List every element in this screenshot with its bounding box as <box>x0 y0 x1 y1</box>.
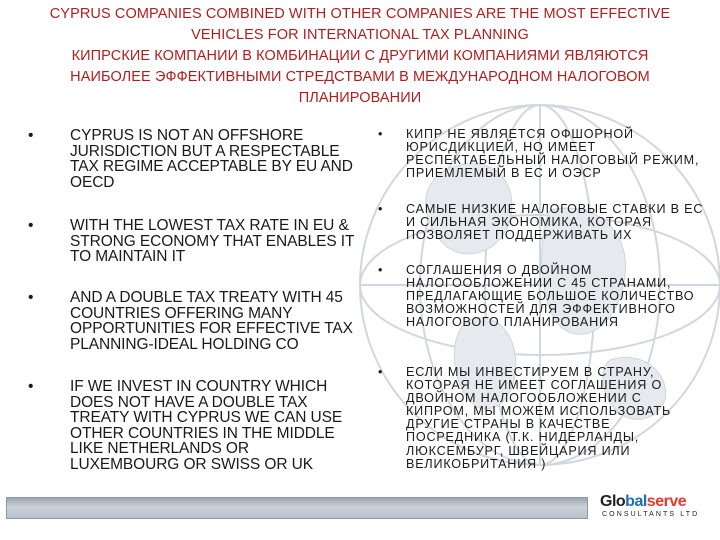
list-item-text: САМЫЕ НИЗКИЕ НАЛОГОВЫЕ СТАВКИ В ЕС И СИЛЬНАЯ ЭКОНОМИКА, КОТОРАЯ ПОЗВОЛЯЕТ ПОДДЕРЖИВАТЬ ИХ <box>406 202 704 243</box>
bullet-icon: • <box>28 127 34 144</box>
list-item <box>378 128 708 180</box>
logo-prefix: Glo <box>600 493 626 510</box>
globalserve-logo <box>600 493 710 523</box>
logo-highlight: bal <box>625 493 647 510</box>
bullet-icon: • <box>28 289 34 306</box>
list-item <box>378 366 708 471</box>
title-line: НАИБОЛЕЕ ЭФФЕКТИВНЫМИ СТРЕДСТВАМИ В МЕЖДУНАРОДНОМ НАЛОГОВОМ <box>70 69 650 85</box>
bullet-icon: • <box>378 263 384 277</box>
bullet-icon: • <box>28 378 34 395</box>
list-item-text: AND A DOUBLE TAX TREATY WITH 45 COUNTRIES OFFERING MANY OPPORTUNITIES FOR EFFECTIVE TAX PLANNING-IDEAL HOLDING CO <box>70 289 353 353</box>
bullet-icon: • <box>28 217 34 234</box>
list-item <box>378 203 708 242</box>
list-item-text: CYPRUS IS NOT AN OFFSHORE JURISDICTION BUT A RESPECTABLE TAX REGIME ACCEPTABLE BY EU AND OECD <box>70 127 353 191</box>
page-title <box>20 4 700 109</box>
list-item <box>28 218 358 265</box>
list-item-text: КИПР НЕ ЯВЛЯЕТСЯ ОФШОРНОЙ ЮРИСДИКЦИЕЙ, НО ИМЕЕТ РЕСПЕКТАБЕЛЬНЫЙ НАЛОГОВЫЙ РЕЖИМ, ПРИЕМЛЕМЫЙ В ЕС И ОЭСР <box>406 127 700 181</box>
logo-tagline: CONSULTANTS LTD <box>602 511 700 518</box>
title-line: КИПРСКИЕ КОМПАНИИ В КОМБИНАЦИИ С ДРУГИМИ КОМПАНИЯМИ ЯВЛЯЮТСЯ <box>71 48 649 64</box>
bullet-icon: • <box>378 127 384 141</box>
list-item <box>28 379 358 472</box>
list-item <box>378 264 708 329</box>
bullet-icon: • <box>378 202 384 216</box>
footer-bar <box>6 497 588 519</box>
title-line: CYPRUS COMPANIES COMBINED WITH OTHER COMPANIES ARE THE MOST EFFECTIVE <box>49 6 671 22</box>
list-item-text: СОГЛАШЕНИЯ О ДВОЙНОМ НАЛОГООБЛОЖЕНИИ С 45 СТРАНАМИ, ПРЕДЛАГАЮЩИЕ БОЛЬШОЕ КОЛИЧЕСТВО ВОЗМОЖНОСТЕЙ ДЛЯ ЭФФЕКТИВНОГО НАЛОГОВОГО ПЛАНИРОВАНИЯ <box>406 263 695 330</box>
bullet-icon: • <box>378 365 384 379</box>
list-item <box>28 290 358 352</box>
logo-wordmark <box>600 493 710 511</box>
list-item-text: ЕСЛИ МЫ ИНВЕСТИРУЕМ В СТРАНУ, КОТОРАЯ НЕ ИМЕЕТ СОГЛАШЕНИЯ О ДВОЙНОМ НАЛОГООБЛОЖЕНИИ С КИПРОМ, МЫ МОЖЕМ ИСПОЛЬЗОВАТЬ ДРУГИЕ СТРАНЫ В КАЧЕСТВЕ ПОСРЕДНИКА (Т.К. НИДЕРЛАНДЫ, ЛЮКСЕМБУРГ, ШВЕЙЦАРИЯ ИЛИ ВЕЛИКОБРИТАНИЯ ) <box>406 365 672 471</box>
list-item-text: WITH THE LOWEST TAX RATE IN EU & STRONG ECONOMY THAT ENABLES IT TO MAINTAIN IT <box>70 217 355 265</box>
title-line: VEHICLES FOR INTERNATIONAL TAX PLANNING <box>191 27 529 43</box>
list-item <box>28 128 358 190</box>
logo-suffix: serve <box>646 493 687 510</box>
title-line: ПЛАНИРОВАНИИ <box>298 90 422 106</box>
list-item-text: IF WE INVEST IN COUNTRY WHICH DOES NOT HAVE A DOUBLE TAX TREATY WITH CYPRUS WE CAN USE OTHER COUNTRIES IN THE MIDDLE LIKE NETHERLANDS OR LUXEMBOURG OR SWISS OR UK <box>70 378 343 473</box>
